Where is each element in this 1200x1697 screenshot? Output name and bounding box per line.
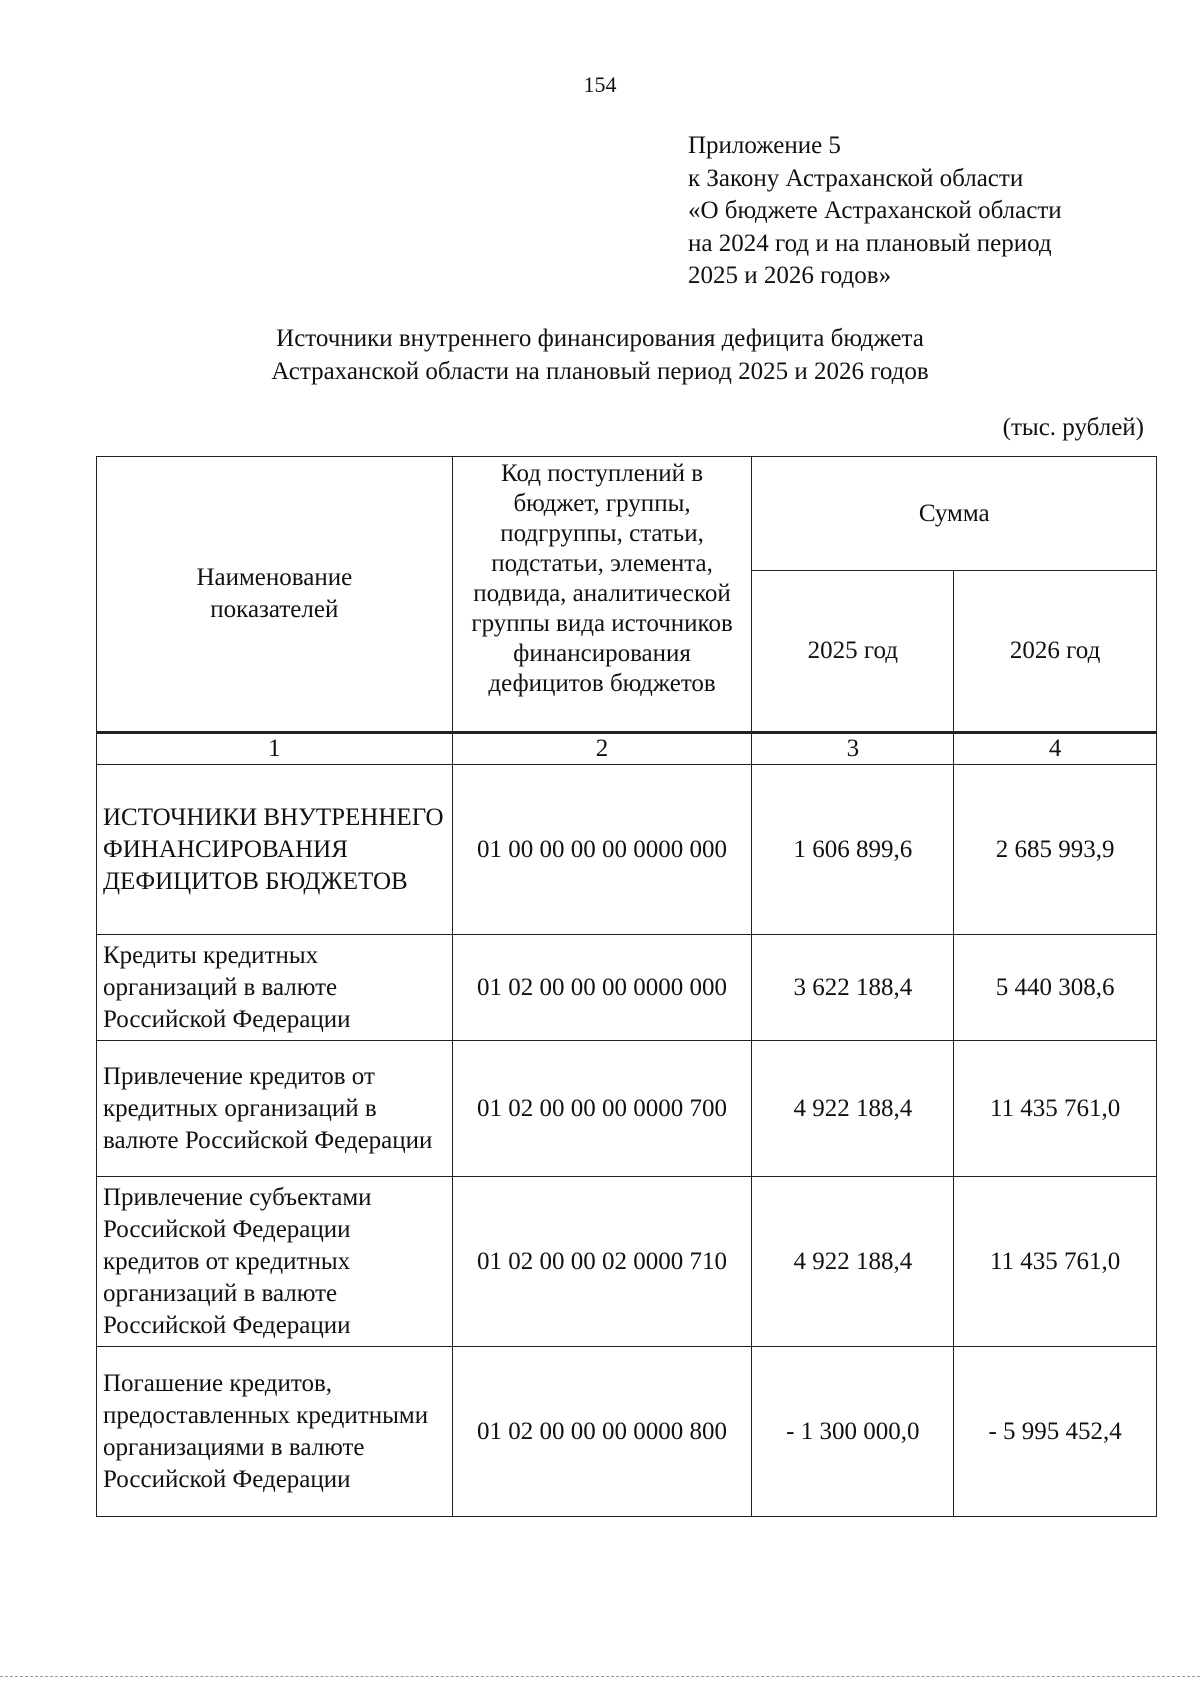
table-row bbox=[97, 1177, 1157, 1347]
column-number: 4 bbox=[954, 733, 1157, 765]
table-row bbox=[97, 765, 1157, 935]
column-number: 1 bbox=[97, 733, 453, 765]
row-name: Кредиты кредитных организаций в валюте Российской Федерации bbox=[97, 935, 453, 1041]
column-number: 3 bbox=[752, 733, 954, 765]
row-name: Погашение кредитов, предоставленных кредитными организациями в валюте Российской Федерации bbox=[97, 1347, 453, 1517]
document-title bbox=[0, 322, 1200, 388]
appendix-line: «О бюджете Астраханской области bbox=[688, 197, 1062, 224]
title-line-1: Источники внутреннего финансирования дефицита бюджета bbox=[276, 325, 924, 352]
appendix-block bbox=[688, 130, 1062, 293]
row-value-2026: 5 440 308,6 bbox=[954, 935, 1157, 1041]
units-label: (тыс. рублей) bbox=[1002, 414, 1144, 441]
row-value-2026: 11 435 761,0 bbox=[954, 1177, 1157, 1347]
row-name: Привлечение кредитов от кредитных организаций в валюте Российской Федерации bbox=[97, 1041, 453, 1177]
column-number: 2 bbox=[452, 733, 752, 765]
appendix-line: на 2024 год и на плановый период bbox=[688, 229, 1052, 257]
scan-edge-divider bbox=[0, 1676, 1200, 1677]
header-year-2026: 2026 год bbox=[954, 571, 1157, 733]
row-name: Привлечение субъектами Российской Федерации кредитов от кредитных организаций в валюте Российской Федерации bbox=[97, 1177, 453, 1347]
table-row bbox=[97, 1347, 1157, 1517]
header-year-2025: 2025 год bbox=[752, 571, 954, 733]
row-code: 01 02 00 00 00 0000 800 bbox=[452, 1347, 752, 1517]
title-line-2: Астраханской области на плановый период 2025 и 2026 годов bbox=[271, 358, 929, 385]
header-row bbox=[97, 457, 1157, 571]
row-code: 01 02 00 00 00 0000 000 bbox=[452, 935, 752, 1041]
row-code: 01 00 00 00 00 0000 000 bbox=[452, 765, 752, 935]
row-value-2025: 4 922 188,4 bbox=[752, 1177, 954, 1347]
header-name: Наименование показателей bbox=[97, 457, 453, 733]
row-value-2026: 11 435 761,0 bbox=[954, 1041, 1157, 1177]
row-value-2026: 2 685 993,9 bbox=[954, 765, 1157, 935]
sources-table bbox=[96, 456, 1157, 1517]
row-value-2026: - 5 995 452,4 bbox=[954, 1347, 1157, 1517]
page-number: 154 bbox=[583, 72, 617, 97]
header-code: Код поступлений в бюджет, группы, подгруппы, статьи, подстатьи, элемента, подвида, аналитической группы вида источников финансирования дефицитов бюджетов bbox=[452, 457, 752, 733]
header-sum: Сумма bbox=[752, 457, 1157, 571]
row-value-2025: 1 606 899,6 bbox=[752, 765, 954, 935]
row-value-2025: 4 922 188,4 bbox=[752, 1041, 954, 1177]
row-code: 01 02 00 00 00 0000 700 bbox=[452, 1041, 752, 1177]
row-code: 01 02 00 00 02 0000 710 bbox=[452, 1177, 752, 1347]
row-name: ИСТОЧНИКИ ВНУТРЕННЕГО ФИНАНСИРОВАНИЯ ДЕФИЦИТОВ БЮДЖЕТОВ bbox=[97, 765, 453, 935]
appendix-line: к Закону Астраханской области bbox=[688, 164, 1024, 192]
row-value-2025: - 1 300 000,0 bbox=[752, 1347, 954, 1517]
appendix-line: Приложение 5 bbox=[688, 132, 841, 159]
column-numbers-row bbox=[97, 733, 1157, 765]
appendix-line: 2025 и 2026 годов» bbox=[688, 262, 892, 289]
row-value-2025: 3 622 188,4 bbox=[752, 935, 954, 1041]
table-row bbox=[97, 935, 1157, 1041]
table-row bbox=[97, 1041, 1157, 1177]
